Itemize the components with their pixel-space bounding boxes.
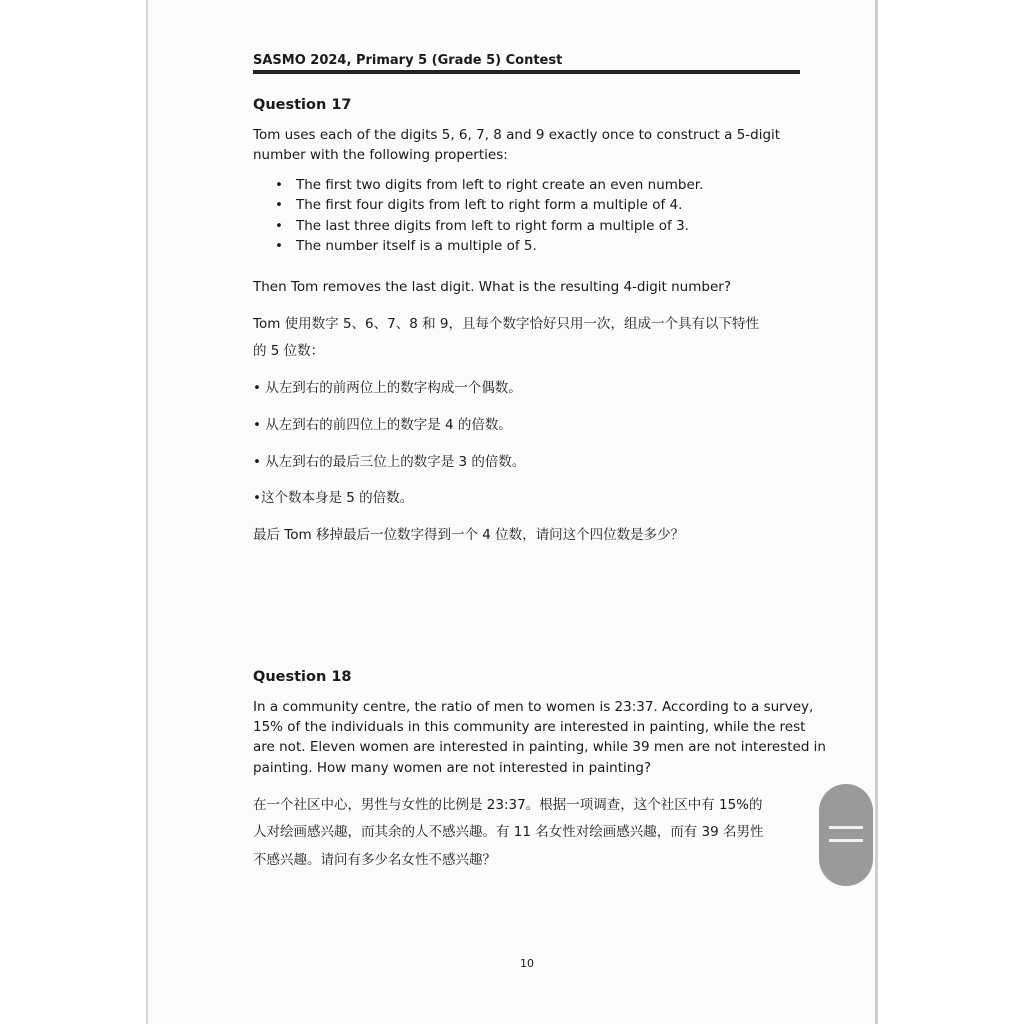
q17-cn-intro: Tom 使用数字 5、6、7、8 和 9，且每个数字恰好只用一次，组成一个具有以下特性	[253, 316, 759, 332]
q17-bullet	[275, 197, 682, 213]
handle-line-icon	[829, 839, 863, 842]
q18-cn-line: 在一个社区中心，男性与女性的比例是 23:37。根据一项调查，这个社区中有 15%的	[253, 797, 763, 813]
handle-line-icon	[829, 826, 863, 829]
q17-bullet	[275, 218, 689, 234]
q18-text-line: painting. How many women are not interested in painting?	[253, 760, 652, 776]
bullet-text: The number itself is a multiple of 5.	[296, 238, 537, 254]
question-17-title: Question 17	[253, 97, 352, 113]
q17-cn-bullet: • 从左到右的前四位上的数字是 4 的倍数。	[253, 417, 512, 433]
q17-bullet	[275, 177, 703, 193]
q18-text-line: 15% of the individuals in this community are interested in painting, while the rest	[253, 719, 806, 735]
q18-cn-line: 人对绘画感兴趣，而其余的人不感兴趣。有 11 名女性对绘画感兴趣，而有 39 名男性	[253, 824, 764, 840]
q17-cn-intro: 的 5 位数：	[253, 343, 325, 359]
q17-question: Then Tom removes the last digit. What is the resulting 4-digit number?	[253, 279, 731, 295]
question-18-title: Question 18	[253, 669, 352, 685]
drag-handle[interactable]	[819, 784, 873, 886]
q17-cn-bullet: •这个数本身是 5 的倍数。	[253, 490, 414, 506]
q18-text-line: In a community centre, the ratio of men to women is 23:37. According to a survey,	[253, 699, 814, 715]
page-header: SASMO 2024, Primary 5 (Grade 5) Contest	[253, 53, 563, 68]
page-number: 10	[520, 957, 534, 970]
q17-cn-question: 最后 Tom 移掉最后一位数字得到一个 4 位数，请问这个四位数是多少？	[253, 527, 685, 543]
q17-intro-line: Tom uses each of the digits 5, 6, 7, 8 and 9 exactly once to construct a 5-digit	[253, 127, 781, 143]
q18-text-line: are not. Eleven women are interested in painting, while 39 men are not interested in	[253, 739, 826, 755]
q17-cn-bullet: • 从左到右的前两位上的数字构成一个偶数。	[253, 380, 522, 396]
bullet-text: The first two digits from left to right create an even number.	[296, 177, 704, 193]
header-rule	[253, 70, 800, 74]
bullet-text: The last three digits from left to right form a multiple of 3.	[296, 218, 689, 234]
q17-bullet	[275, 238, 537, 254]
bullet-text: The first four digits from left to right form a multiple of 4.	[296, 197, 683, 213]
q18-cn-line: 不感兴趣。请问有多少名女性不感兴趣？	[253, 852, 496, 868]
q17-intro-line: number with the following properties:	[253, 147, 508, 163]
q17-cn-bullet: • 从左到右的最后三位上的数字是 3 的倍数。	[253, 454, 526, 470]
